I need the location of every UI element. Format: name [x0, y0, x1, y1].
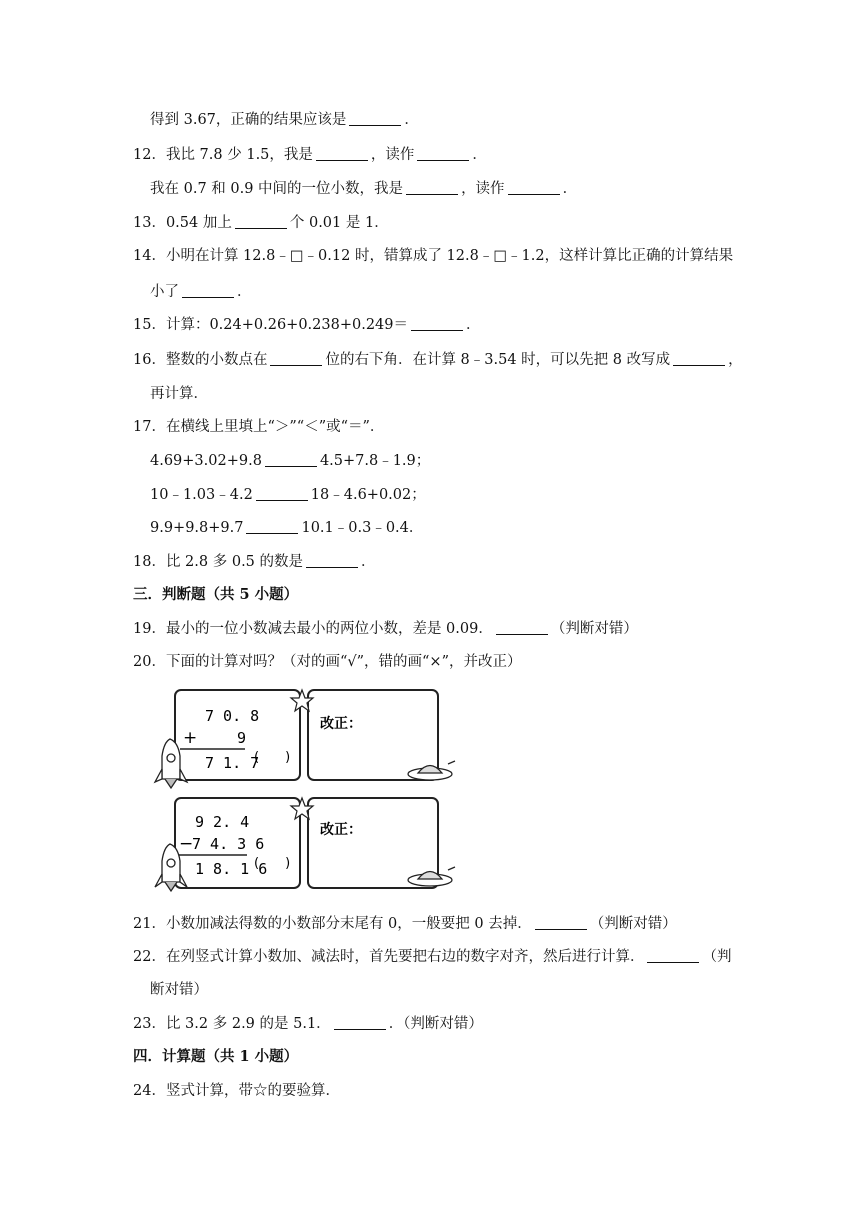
question-line [133, 213, 389, 233]
question-text: ．（判断对错） [388, 1016, 483, 1032]
question-text: 断对错） [150, 982, 208, 998]
correction-2-label: 改正： [320, 822, 362, 838]
answer-blank[interactable] [246, 519, 298, 534]
question-line [150, 451, 430, 471]
question-text: ． [472, 147, 487, 163]
answer-blank[interactable] [673, 351, 725, 366]
problem-2-result: 1 8. 1 6 [195, 860, 268, 878]
question-text: 10﹣1.03﹣4.2 [150, 487, 253, 503]
question-line [150, 485, 426, 505]
problem-1 [155, 690, 455, 788]
question-line [133, 914, 677, 934]
question-line [133, 1081, 340, 1101]
answer-blank[interactable] [647, 948, 699, 963]
correction-1-box [308, 690, 438, 780]
correction-1-label: 改正： [320, 716, 362, 732]
problem-1-top: 7 0. 8 [205, 707, 260, 725]
ufo-icon [408, 761, 455, 780]
question-text: ，读作 [461, 181, 505, 197]
question-line [133, 315, 481, 335]
question-text: 17．在横线上里填上“＞”“＜”或“＝”． [133, 419, 385, 435]
question-text: 19．最小的一位小数减去最小的两位小数，差是 0.09． [133, 621, 493, 637]
answer-blank[interactable] [417, 146, 469, 161]
question-text: 四．计算题（共 1 小题） [133, 1048, 299, 1065]
question-text: 21．小数加减法得数的小数部分末尾有 0，一般要把 0 去掉． [133, 916, 532, 932]
question-line [150, 179, 577, 199]
question-text: 再计算． [150, 386, 208, 402]
question-text: 我在 0.7 和 0.9 中间的一位小数，我是 [150, 181, 404, 197]
question-text: （判 [702, 949, 732, 965]
question-text: 小了 [150, 284, 179, 300]
answer-blank[interactable] [256, 486, 308, 501]
answer-blank[interactable] [334, 1015, 386, 1030]
question-text: 14．小明在计算 12.8﹣□﹣0.12 时，错算成了 12.8﹣□﹣1.2，这样计算比正确的计算结果 [133, 248, 734, 264]
question-line [133, 947, 731, 967]
question-text: 位的右下角．在计算 8﹣3.54 时，可以先把 8 改写成 [325, 352, 671, 368]
problem-2-bottom: 7 4. 3 6 [192, 835, 265, 853]
question-text: 12．我比 7.8 少 1.5，我是 [133, 147, 313, 163]
answer-blank[interactable] [306, 553, 358, 568]
problem-1-bottom: 9 [237, 729, 247, 747]
problem-1-result: 7 1. 7 [205, 754, 260, 772]
answer-blank[interactable] [406, 180, 458, 195]
question-line [150, 384, 208, 404]
question-text: 15．计算：0.24+0.26+0.238+0.249＝ [133, 317, 408, 333]
question-line [133, 145, 487, 165]
question-line [133, 417, 384, 437]
question-text: ． [562, 181, 578, 197]
problem-1-operator: + [183, 728, 198, 748]
question-text: 18．比 2.8 多 0.5 的数是 [133, 554, 304, 570]
question-text: ． [404, 112, 419, 128]
question-text: 20．下面的计算对吗？（对的画“√”，错的画“×”，并改正） [133, 654, 522, 670]
question-text: ， [728, 352, 743, 368]
problem-2-operator: − [179, 834, 194, 854]
answer-blank[interactable] [535, 915, 587, 930]
question-line [133, 350, 743, 370]
question-text: 24．竖式计算，带☆的要验算． [133, 1083, 340, 1099]
ufo-icon [408, 867, 455, 886]
question-line [150, 282, 252, 302]
answer-blank[interactable] [265, 452, 317, 467]
question-line [133, 552, 376, 572]
question-text: 10.1﹣0.3﹣0.4． [301, 520, 424, 536]
question-text: 9.9+9.8+9.7 [150, 520, 244, 536]
vertical-calculation-figure [150, 684, 470, 894]
question-text: 4.5+7.8﹣1.9； [319, 453, 431, 469]
problem-2 [155, 798, 455, 891]
question-text: 三．判断题（共 5 小题） [133, 586, 299, 603]
question-line [150, 110, 419, 130]
question-text: ． [361, 554, 376, 570]
answer-blank[interactable] [411, 316, 463, 331]
question-text: 23．比 3.2 多 2.9 的是 5.1． [133, 1016, 331, 1032]
question-text: 22．在列竖式计算小数加、减法时，首先要把右边的数字对齐，然后进行计算． [133, 949, 645, 965]
question-line [150, 980, 208, 1000]
question-text: 18﹣4.6+0.02； [310, 487, 426, 503]
answer-blank[interactable] [182, 283, 234, 298]
problem-2-top: 9 2. 4 [195, 813, 250, 831]
answer-blank[interactable] [349, 111, 401, 126]
question-text: （判断对错） [589, 916, 677, 932]
problem-2-paren: ( ) [254, 856, 291, 871]
question-line [150, 518, 423, 538]
question-line [133, 246, 733, 266]
question-text: ． [466, 317, 481, 333]
answer-blank[interactable] [270, 351, 322, 366]
answer-blank[interactable] [496, 620, 548, 635]
question-text: ． [237, 284, 252, 300]
section-heading [133, 1047, 298, 1067]
question-line [133, 652, 522, 672]
question-line [133, 1014, 483, 1034]
answer-blank[interactable] [235, 214, 287, 229]
question-text: 13．0.54 加上 [133, 215, 232, 231]
question-text: 4.69+3.02+9.8 [150, 453, 262, 469]
question-text: （判断对错） [550, 621, 638, 637]
question-text: 个 0.01 是 1． [289, 215, 389, 231]
question-text: 得到 3.67，正确的结果应该是 [150, 112, 347, 128]
section-heading [133, 585, 298, 605]
question-text: 16．整数的小数点在 [133, 352, 268, 368]
answer-blank[interactable] [508, 180, 560, 195]
problem-1-paren: ( ) [254, 750, 291, 765]
question-text: ，读作 [370, 147, 415, 163]
question-line [133, 619, 638, 639]
answer-blank[interactable] [316, 146, 368, 161]
